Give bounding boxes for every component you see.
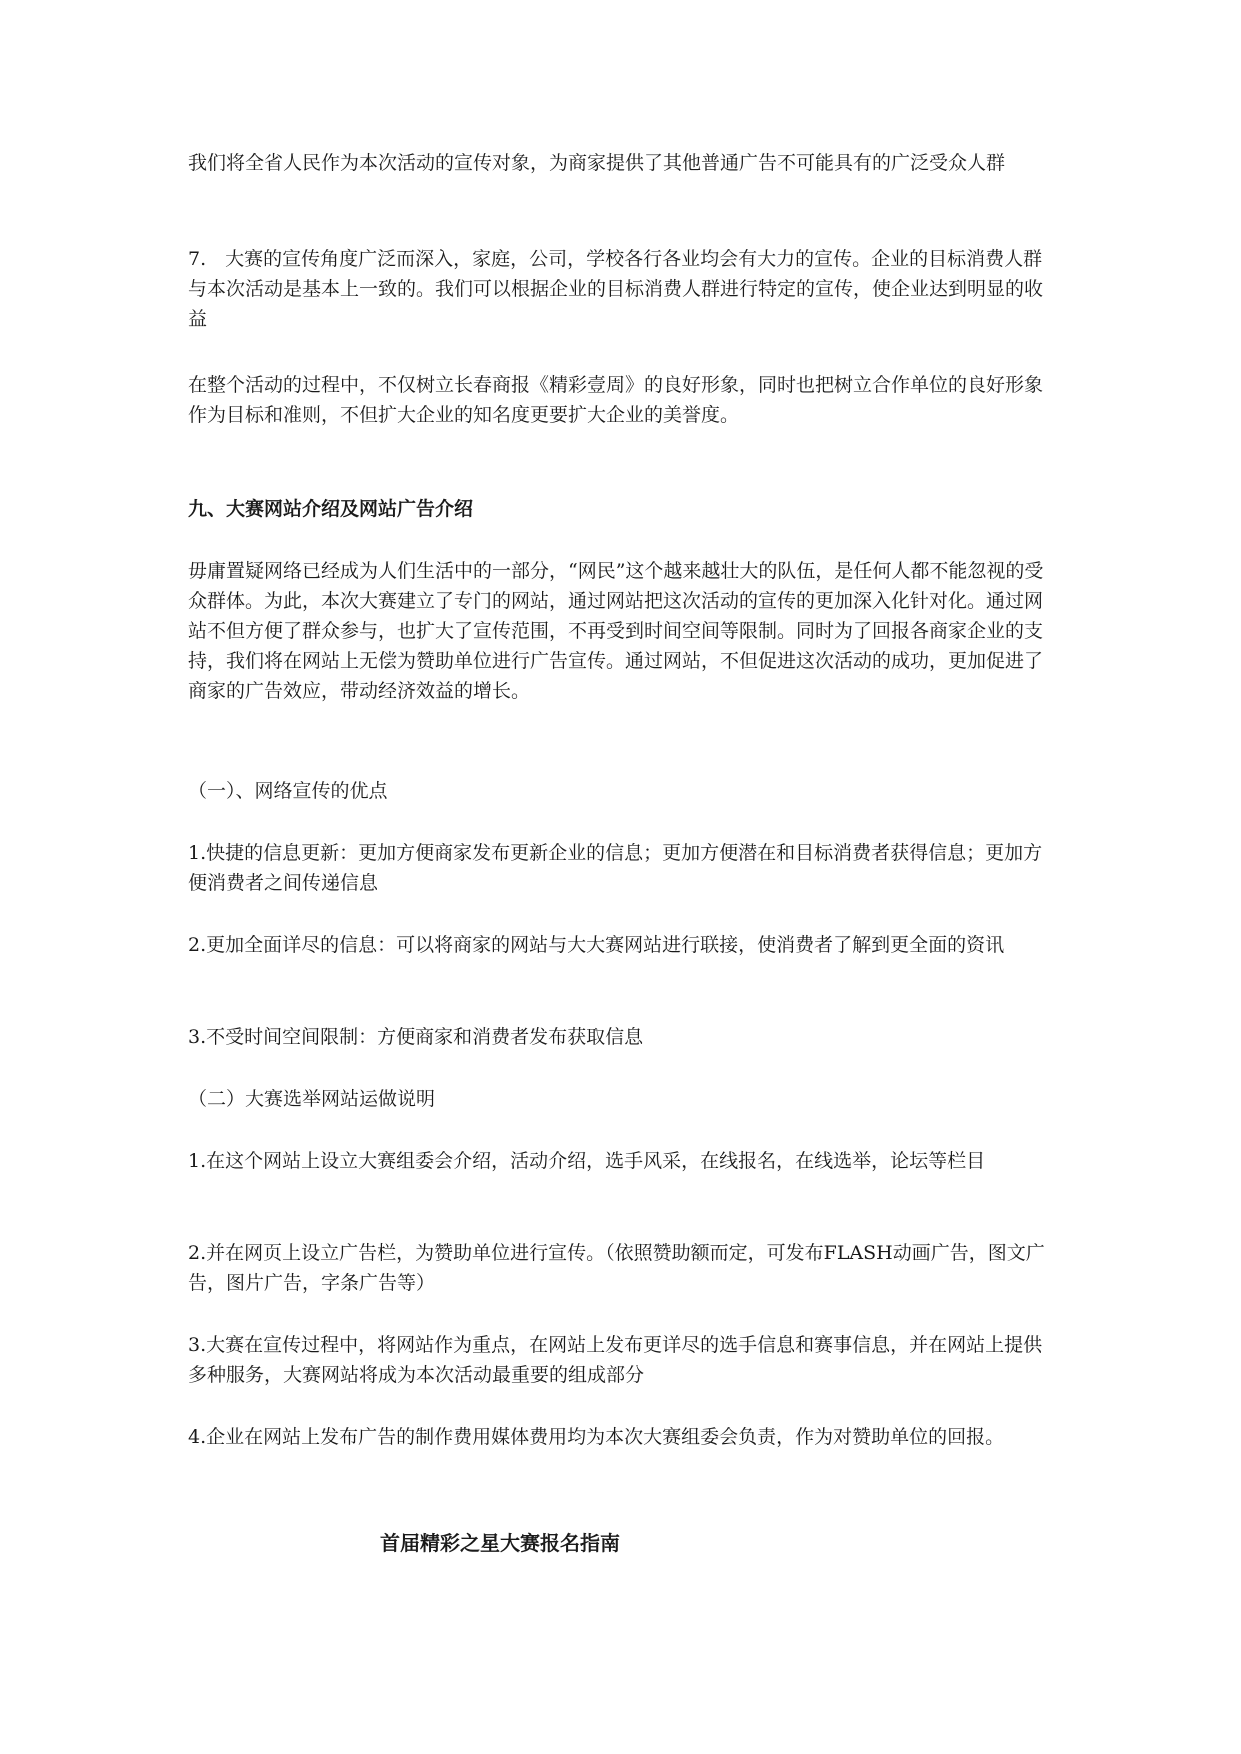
website-item-1: 1.在这个网站上设立大赛组委会介绍，活动介绍，选手风采，在线报名，在线选举，论坛等栏目 [188,1150,986,1172]
website-item-4: 4.企业在网站上发布广告的制作费用媒体费用均为本次大赛组委会负责，作为对赞助单位的回报。 [188,1426,1005,1448]
advantage-item-3: 3.不受时间空间限制：方便商家和消费者发布获取信息 [188,1026,644,1048]
paragraph-audience: 我们将全省人民作为本次活动的宣传对象，为商家提供了其他普通广告不可能具有的广泛受众人群 [188,152,1006,174]
website-item-2: 2.并在网页上设立广告栏，为赞助单位进行宣传。（依照赞助额而定，可发布FLASH动画广告，图文广告，图片广告，字条广告等） [188,1242,1045,1294]
paragraph-image-building: 在整个活动的过程中，不仅树立长春商报《精彩壹周》的良好形象，同时也把树立合作单位的良好形象作为目标和准则，不但扩大企业的知名度更要扩大企业的美誉度。 [188,374,1044,426]
subsection-2-heading: （二）大赛选举网站运做说明 [188,1088,436,1110]
paragraph-point-7: 7. 大赛的宣传角度广泛而深入，家庭，公司，学校各行各业均会有大力的宣传。企业的目标消费人群与本次活动是基本上一致的。我们可以根据企业的目标消费人群进行特定的宣传，使企业达到明显的收益 [188,248,1044,330]
advantage-item-2: 2.更加全面详尽的信息：可以将商家的网站与大大赛网站进行联接，使消费者了解到更全面的资讯 [188,934,1005,956]
advantage-item-1: 1.快捷的信息更新：更加方便商家发布更新企业的信息；更加方便潜在和目标消费者获得信息；更加方便消费者之间传递信息 [188,842,1043,894]
subsection-1-heading: （一）、网络宣传的优点 [188,780,388,802]
website-item-3: 3.大赛在宣传过程中，将网站作为重点，在网站上发布更详尽的选手信息和赛事信息，并在网站上提供多种服务，大赛网站将成为本次活动最重要的组成部分 [188,1334,1043,1386]
section-9-heading: 九、大赛网站介绍及网站广告介绍 [188,498,474,520]
paragraph-website-intro: 毋庸置疑网络已经成为人们生活中的一部分，“网民”这个越来越壮大的队伍，是任何人都不能忽视的受众群体。为此，本次大赛建立了专门的网站，通过网站把这次活动的宣传的更加深入化针对化。通过网站不但方便了群众参与，也扩大了宣传范围，不再受到时间空间等限制。同时为了回报各商家企业的支持，我们将在网站上无偿为赞助单位进行广告宣传。通过网站，不但促进这次活动的成功，更加促进了商家的广告效应，带动经济效益的增长。 [188,560,1044,702]
registration-guide-title: 首届精彩之星大赛报名指南 [380,1531,620,1555]
